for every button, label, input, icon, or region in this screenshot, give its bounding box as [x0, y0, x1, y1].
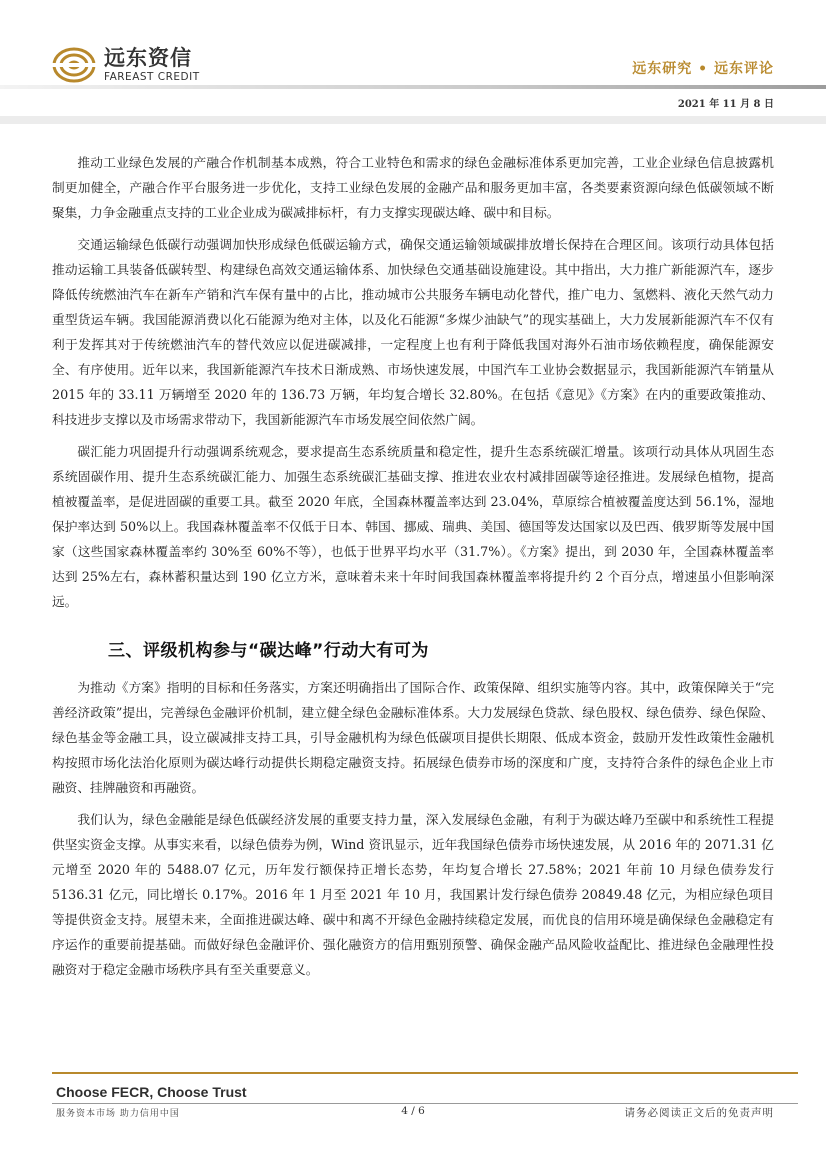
logo-name-cn: 远东资信	[104, 46, 192, 70]
company-logo	[52, 46, 200, 84]
page-footer	[0, 1072, 826, 1169]
body-paragraph: 为推动《方案》指明的目标和任务落实，方案还明确指出了国际合作、政策保障、组织实施等内容。其中，政策保障关于“完善经济政策”提出，完善绿色金融评价机制，建立健全绿色金融标准体系。大力发展绿色贷款、绿色股权、绿色债券、绿色保险、绿色基金等金融工具，设立碳减排支持工具，引导金融机构为绿色低碳项目提供长期限、低成本资金，鼓励开发性政策性金融机构按照市场化法治化原则为碳达峰行动提供长期稳定融资支持。拓展绿色债券市场的深度和广度，支持符合条件的绿色企业上市融资、挂牌融资和再融资。	[52, 680, 774, 795]
body-paragraph: 推动工业绿色发展的产融合作机制基本成熟，符合工业特色和需求的绿色金融标准体系更加完善，工业企业绿色信息披露机制更加健全，产融合作平台服务进一步优化，支持工业绿色发展的金融产品和服务更加丰富，各类要素资源向绿色低碳领域不断聚集，力争金融重点支持的工业企业成为碳减排标杆，有力支撑实现碳达峰、碳中和目标。	[52, 155, 774, 220]
body-paragraph: 我们认为，绿色金融能是绿色低碳经济发展的重要支持力量，深入发展绿色金融，有利于为碳达峰乃至碳中和系统性工程提供坚实资金支撑。从事实来看，以绿色债券为例，Wind 资讯显示，近年我国绿色债券市场快速发展，从 2016 年的 2071.31 亿元增至 2020 年的 5488.07 亿元，历年发行额保持正增长态势，年均复合增长 27.58%；2021 年前 10 月绿色债券发行 5136.31 亿元，同比增长 0.17%。2016 年 1 月至 2021 年 10 月，我国累计发行绿色债券 20849.48 亿元，为相应绿色项目等提供资金支持。展望未来，全面推进碳达峰、碳中和离不开绿色金融持续稳定发展，而优良的信用环境是确保绿色金融稳定有序运作的重要前提基础。而做好绿色金融评价、强化融资方的信用甄别预警、确保金融产品风险收益配比、推进绿色金融理性投融资对于稳定金融市场秩序具有至关重要意义。	[52, 812, 774, 977]
footer-divider	[52, 1072, 798, 1074]
footer-rule	[52, 1103, 798, 1104]
body-paragraph: 碳汇能力巩固提升行动强调系统观念，要求提高生态系统质量和稳定性，提升生态系统碳汇增量。该项行动具体从巩固生态系统固碳作用、提升生态系统碳汇能力、加强生态系统碳汇基础支撑、推进农业农村减排固碳等途径推进。发展绿色植物，提高植被覆盖率，是促进固碳的重要工具。截至 2020 年底，全国森林覆盖率达到 23.04%，草原综合植被覆盖度达到 56.1%，湿地保护率达到 50%以上。我国森林覆盖率不仅低于日本、韩国、挪威、瑞典、美国、德国等发达国家以及巴西、俄罗斯等发展中国家（这些国家森林覆盖率约 30%至 60%不等），也低于世界平均水平（31.7%）。《方案》提出，到 2030 年，全国森林覆盖率达到 25%左右，森林蓄积量达到 190 亿立方米，意味着未来十年时间我国森林覆盖率将提升约 2 个百分点，增速虽小但影响深远。	[52, 444, 774, 609]
page-header	[0, 0, 826, 124]
report-series: 远东研究 • 远东评论	[632, 61, 774, 77]
footer-tagline: 服务资本市场 助力信用中国	[56, 1109, 180, 1119]
page-number: 4 / 6	[401, 1105, 425, 1117]
fareast-credit-logo-icon	[52, 46, 96, 84]
body-paragraph: 交通运输绿色低碳行动强调加快形成绿色低碳运输方式，确保交通运输领域碳排放增长保持在合理区间。该项行动具体包括推动运输工具装备低碳转型、构建绿色高效交通运输体系、加快绿色交通基础设施建设。其中指出，大力推广新能源汽车，逐步降低传统燃油汽车在新车产销和汽车保有量中的占比，推动城市公共服务车辆电动化替代，推广电力、氢燃料、液化天然气动力重型货运车辆。我国能源消费以化石能源为绝对主体，以及化石能源“多煤少油缺气”的现实基础上，大力发展新能源汽车不仅有利于发挥其对于传统燃油汽车的替代效应以促进碳减排，一定程度上也有利于降低我国对海外石油市场依赖程度，确保能源安全、有序使用。近年以来，我国新能源汽车技术日渐成熟、市场快速发展，中国汽车工业协会数据显示，我国新能源汽车销量从 2015 年的 33.11 万辆增至 2020 年的 136.73 万辆，年均复合增长 32.80%。在包括《意见》《方案》在内的重要政策推动、科技进步支撑以及市场需求带动下，我国新能源汽车市场发展空间依然广阔。	[52, 237, 774, 427]
report-body	[52, 150, 774, 989]
section-heading: 三、评级机构参与“碳达峰”行动大有可为	[108, 641, 429, 661]
report-date: 2021 年 11 月 8 日	[677, 99, 774, 110]
logo-name-en: FAREAST CREDIT	[104, 71, 200, 83]
header-band	[0, 116, 826, 124]
header-divider	[0, 85, 826, 89]
footer-slogan: Choose FECR, Choose Trust	[56, 1084, 247, 1100]
disclaimer-notice: 请务必阅读正文后的免责声明	[624, 1107, 774, 1119]
